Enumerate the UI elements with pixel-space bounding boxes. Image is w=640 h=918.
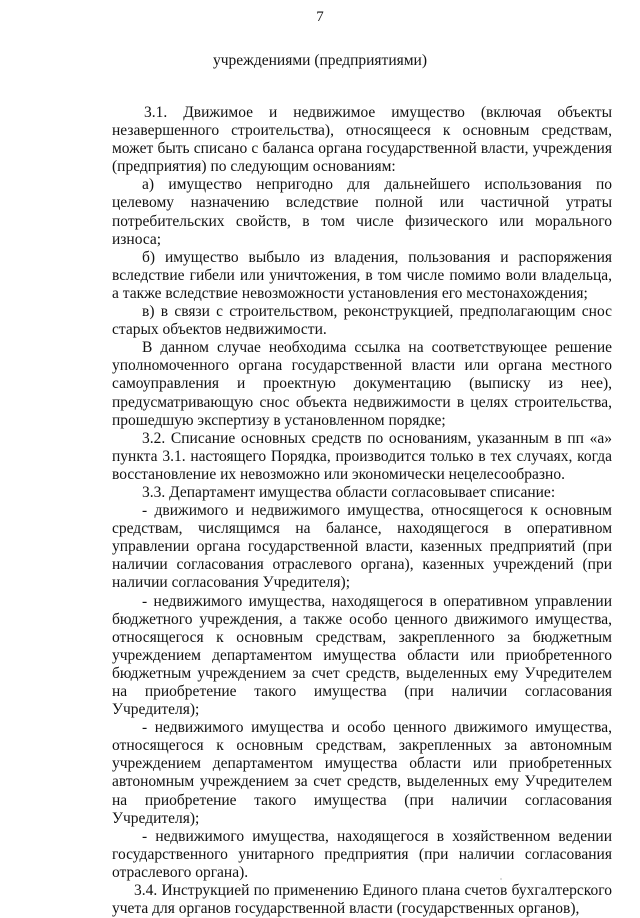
document-body bbox=[112, 104, 612, 918]
paragraph-3-2: 3.2. Списание основных средств по основаниям, указанным в пп «а» пункта 3.1. настоящего Порядка, производится только в тех случаях, когда восстановление их невозможно или экономически нецелесообразно. bbox=[112, 429, 612, 483]
paragraph-3-3: 3.3. Департамент имущества области согласовывает списание: bbox=[142, 483, 556, 501]
paragraph-3-3-item-3: - недвижимого имущества и особо ценного движимого имущества, относящегося к основным средствам, закрепленных за автономным учреждением департаментом имущества области или приобретенных автономным учреждением за счет средств, выделенных ему Учредителем на приобретение такого имущества (при наличии согласования Учредителя); bbox=[112, 719, 612, 827]
paragraph-3-1-a: а) имущество непригодно для дальнейшего использования по целевому назначению вследствие полной или частичной утраты потребительских свойств, в том числе физического или морального износа; bbox=[112, 176, 612, 248]
paragraph-3-1-note: В данном случае необходима ссылка на соответствующее решение уполномоченного органа государственной власти или органа местного самоуправления и проектную документацию (выписку из нее), предусматривающую снос объекта недвижимости в целях строительства, прошедшую экспертизу в установленном порядке; bbox=[112, 339, 612, 429]
page-number: 7 bbox=[316, 9, 324, 25]
paragraph-3-3-item-4: - недвижимого имущества, находящегося в хозяйственном ведении государственного унитарного предприятия (при наличии согласования отраслевого органа). bbox=[112, 827, 612, 881]
paragraph-3-3-item-1: - движимого и недвижимого имущества, относящегося к основным средствам, числящимся на балансе, находящегося в оперативном управлении органа государственной власти, казенных предприятий (при наличии согласования отраслевого органа), казенных учреждений (при наличии согласования Учредителя); bbox=[112, 502, 612, 592]
paragraph-3-1-b: б) имущество выбыло из владения, пользования и распоряжения вследствие гибели или уничтожения, в том числе помимо воли владельца, а также вследствие невозможности установления его местонахождения; bbox=[112, 248, 612, 302]
paragraph-3-4: 3.4. Инструкцией по применению Единого плана счетов бухгалтерского учета для органов государственной власти (государственных органов), bbox=[112, 882, 612, 918]
paragraph-3-1-c: в) в связи с строительством, реконструкцией, предполагающим снос старых объектов недвижимости. bbox=[112, 303, 612, 339]
section-heading-continuation: учреждениями (предприятиями) bbox=[212, 52, 428, 69]
paragraph-3-1: 3.1. Движимое и недвижимое имущество (включая объекты незавершенного строительства), относящееся к основным средствам, может быть списано с баланса органа государственной власти, учреждения (предприятия) по следующим основаниям: bbox=[112, 104, 612, 176]
scan-speck bbox=[500, 878, 502, 880]
paragraph-3-3-item-2: - недвижимого имущества, находящегося в оперативном управлении бюджетного учреждения, а также особо ценного движимого имущества, относящегося к основным средствам, закрепленного за бюджетным учреждением департаментом имущества области или приобретенного бюджетным учреждением за счет средств, выделенных ему Учредителем на приобретение такого имущества (при наличии согласования Учредителя); bbox=[112, 592, 612, 719]
